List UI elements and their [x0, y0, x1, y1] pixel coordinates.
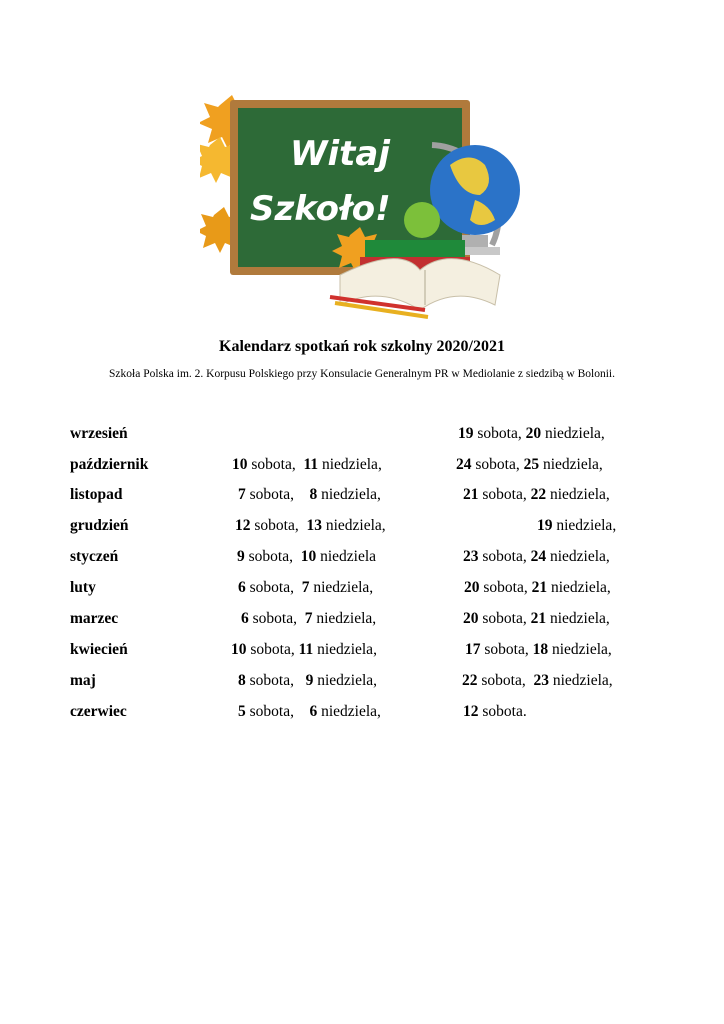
day-number: 19 [458, 425, 474, 442]
month-name: styczeń [70, 548, 119, 565]
day-label: sobota, [250, 517, 307, 534]
day-label: sobota, [480, 641, 533, 658]
month-name: luty [70, 579, 96, 596]
day-number: 23 [463, 548, 479, 565]
day-label: niedziela, [313, 672, 378, 689]
month-name: czerwiec [70, 703, 127, 720]
day-label: sobota, [477, 672, 534, 689]
first-weekend [237, 548, 376, 566]
month-name: grudzień [70, 517, 129, 534]
second-weekend [464, 579, 611, 597]
day-label: niedziela, [317, 703, 381, 720]
first-weekend [238, 672, 377, 690]
day-label: sobota, [245, 703, 310, 720]
day-number: 12 [463, 703, 479, 720]
day-number: 20 [464, 579, 480, 596]
day-label: niedziela, [541, 425, 605, 442]
first-weekend [232, 456, 382, 474]
day-number: 11 [298, 641, 314, 658]
day-number: 19 [537, 517, 553, 534]
day-number: 23 [533, 672, 549, 689]
second-weekend [463, 610, 610, 628]
first-weekend [238, 486, 381, 504]
day-label: sobota, [244, 548, 301, 565]
day-label: sobota, [247, 456, 304, 473]
day-label: sobota. [478, 703, 527, 720]
day-number: 18 [532, 641, 549, 658]
day-number: 6 [238, 579, 246, 596]
schedule-row [0, 486, 724, 508]
day-number: 21 [463, 486, 479, 503]
day-label: niedziela, [546, 610, 610, 627]
day-label: sobota, [478, 548, 531, 565]
second-weekend [456, 456, 603, 474]
day-number: 13 [306, 517, 322, 534]
schedule-row [0, 425, 724, 447]
apple-icon [404, 202, 440, 238]
second-weekend [463, 548, 610, 566]
day-label: sobota, [478, 610, 531, 627]
day-label: niedziela, [539, 456, 603, 473]
day-label: sobota, [479, 579, 532, 596]
day-number: 7 [304, 610, 313, 627]
day-number: 20 [525, 425, 542, 442]
month-name: maj [70, 672, 96, 689]
day-label: niedziela, [309, 579, 374, 596]
day-number: 7 [238, 486, 246, 503]
day-label: sobota, [478, 486, 531, 503]
day-number: 7 [301, 579, 310, 596]
first-weekend [235, 517, 386, 535]
day-number: 8 [309, 486, 318, 503]
month-name: kwiecień [70, 641, 128, 658]
day-label: niedziela, [547, 579, 611, 596]
day-label: sobota, [473, 425, 526, 442]
day-number: 25 [523, 456, 540, 473]
day-number: 10 [300, 548, 317, 565]
day-label: niedziela, [552, 517, 617, 534]
day-label: sobota, [245, 579, 302, 596]
second-weekend [458, 425, 605, 443]
day-number: 5 [238, 703, 246, 720]
day-number: 6 [241, 610, 249, 627]
schedule-row [0, 517, 724, 539]
day-label: niedziela, [546, 548, 610, 565]
day-number: 8 [238, 672, 246, 689]
month-name: wrzesień [70, 425, 128, 442]
day-label: niedziela, [548, 672, 613, 689]
first-weekend [238, 703, 381, 721]
day-label: sobota, [471, 456, 524, 473]
day-label: niedziela [316, 548, 377, 565]
second-weekend [465, 641, 612, 659]
day-label: sobota, [248, 610, 305, 627]
second-weekend [463, 486, 610, 504]
board-text-line1: Witaj [290, 134, 391, 174]
second-weekend [462, 672, 613, 690]
second-weekend [463, 703, 527, 721]
day-label: niedziela, [548, 641, 612, 658]
schedule-row [0, 548, 724, 570]
day-number: 6 [309, 703, 318, 720]
day-label: sobota, [246, 641, 299, 658]
board-text-line2: Szkoło! [250, 189, 391, 229]
day-label: niedziela, [546, 486, 610, 503]
month-name: marzec [70, 610, 119, 627]
day-label: niedziela, [321, 517, 386, 534]
schedule-row [0, 703, 724, 725]
schedule-row [0, 610, 724, 632]
day-label: niedziela, [312, 610, 377, 627]
page-title: Kalendarz spotkań rok szkolny 2020/2021 [219, 338, 505, 355]
welcome-school-illustration [200, 85, 530, 325]
day-number: 22 [530, 486, 547, 503]
day-number: 21 [530, 610, 547, 627]
page-subtitle: Szkoła Polska im. 2. Korpusu Polskiego przy Konsulacie Generalnym PR w Mediolanie z siedzibą w Bolonii. [109, 368, 615, 380]
second-weekend [537, 517, 616, 535]
month-name: listopad [70, 486, 123, 503]
day-label: niedziela, [313, 641, 377, 658]
day-number: 12 [235, 517, 251, 534]
first-weekend [241, 610, 376, 628]
day-number: 11 [303, 456, 319, 473]
day-number: 24 [530, 548, 547, 565]
schedule-row [0, 641, 724, 663]
first-weekend [238, 579, 373, 597]
day-number: 20 [463, 610, 479, 627]
day-number: 17 [465, 641, 481, 658]
day-number: 21 [531, 579, 548, 596]
day-number: 10 [232, 456, 248, 473]
day-number: 9 [305, 672, 314, 689]
day-label: sobota, [245, 672, 306, 689]
day-number: 22 [462, 672, 478, 689]
schedule-row [0, 579, 724, 601]
schedule-row [0, 456, 724, 478]
day-label: sobota, [245, 486, 310, 503]
day-label: niedziela, [318, 456, 382, 473]
day-number: 10 [231, 641, 247, 658]
first-weekend [231, 641, 377, 659]
day-number: 24 [456, 456, 472, 473]
day-number: 9 [237, 548, 245, 565]
day-label: niedziela, [317, 486, 381, 503]
month-name: październik [70, 456, 149, 473]
schedule-row [0, 672, 724, 694]
